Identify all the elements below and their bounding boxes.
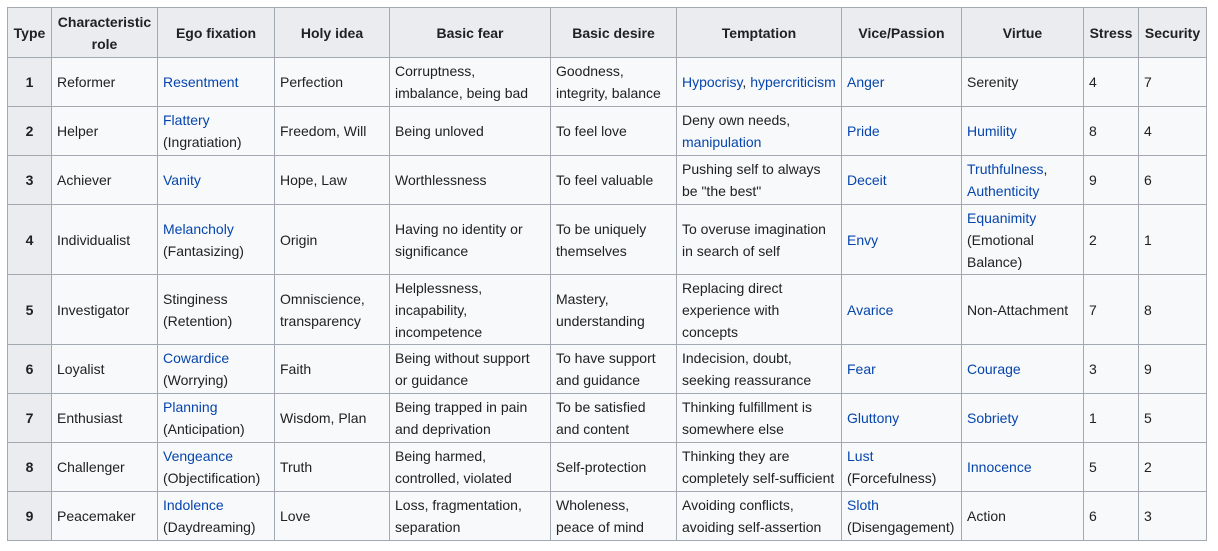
type-cell: 5 xyxy=(8,275,52,345)
role-cell: Individualist xyxy=(52,205,158,275)
table-row xyxy=(8,443,1207,492)
vice-link[interactable]: Sloth xyxy=(847,497,879,513)
virtue-cell xyxy=(962,492,1084,541)
type-cell: 8 xyxy=(8,443,52,492)
header-ego: Ego fixation xyxy=(158,8,275,58)
ego-note: (Objectification) xyxy=(163,470,261,486)
vice-link[interactable]: Anger xyxy=(847,74,885,90)
ego-link[interactable]: Melancholy xyxy=(163,220,234,237)
role-cell: Challenger xyxy=(52,443,158,492)
virtue-cell xyxy=(962,107,1084,156)
fear-cell: Being harmed, controlled, violated xyxy=(390,443,551,492)
ego-cell xyxy=(158,275,275,345)
temptation-cell xyxy=(677,345,842,394)
holy-idea-cell: Wisdom, Plan xyxy=(275,394,390,443)
ego-link[interactable]: Flattery xyxy=(163,112,210,128)
virtue-cell xyxy=(962,205,1084,275)
ego-cell xyxy=(158,345,275,394)
desire-cell: To be satisfied and content xyxy=(551,394,677,443)
holy-idea-cell: Faith xyxy=(275,345,390,394)
desire-cell: To have support and guidance xyxy=(551,345,677,394)
temptation-text: Avoiding conflicts, avoiding self-assertion xyxy=(682,497,822,535)
stress-cell: 4 xyxy=(1084,58,1139,107)
virtue-link[interactable]: Innocence xyxy=(967,459,1032,475)
security-cell: 3 xyxy=(1139,492,1207,541)
temptation-text: Thinking they are completely self-sufficient xyxy=(682,448,835,486)
temptation-text: Deny own needs, xyxy=(682,112,791,128)
type-cell: 9 xyxy=(8,492,52,541)
header-desire: Basic desire xyxy=(551,8,677,58)
role-cell: Reformer xyxy=(52,58,158,107)
virtue-cell xyxy=(962,443,1084,492)
vice-note: (Forcefulness) xyxy=(847,470,937,486)
vice-link[interactable]: Envy xyxy=(847,231,879,248)
virtue-cell xyxy=(962,394,1084,443)
fear-cell: Being unloved xyxy=(390,107,551,156)
role-cell: Enthusiast xyxy=(52,394,158,443)
fear-cell: Loss, fragmentation, separation xyxy=(390,492,551,541)
stress-cell: 2 xyxy=(1084,205,1139,275)
vice-cell xyxy=(842,205,962,275)
stress-cell: 5 xyxy=(1084,443,1139,492)
temptation-link[interactable]: manipulation xyxy=(682,134,762,150)
header-virtue: Virtue xyxy=(962,8,1084,58)
ego-link[interactable]: Cowardice xyxy=(163,350,230,366)
role-cell: Helper xyxy=(52,107,158,156)
temptation-text: Replacing direct experience with concepts xyxy=(682,279,783,340)
virtue-cell xyxy=(962,275,1084,345)
type-cell: 7 xyxy=(8,394,52,443)
holy-idea-cell: Omniscience, transparency xyxy=(275,275,390,345)
virtue-link[interactable]: Sobriety xyxy=(967,410,1019,426)
vice-link[interactable]: Pride xyxy=(847,123,880,139)
fear-cell: Corruptness, imbalance, being bad xyxy=(390,58,551,107)
security-cell: 4 xyxy=(1139,107,1207,156)
type-cell: 2 xyxy=(8,107,52,156)
ego-note: (Daydreaming) xyxy=(163,519,256,535)
virtue-link[interactable]: Courage xyxy=(967,361,1021,377)
holy-idea-cell: Truth xyxy=(275,443,390,492)
virtue-note: (Emotional Balance) xyxy=(967,231,1034,270)
virtue-link[interactable]: Equanimity xyxy=(967,209,1037,226)
ego-note: (Anticipation) xyxy=(163,421,245,437)
type-cell: 6 xyxy=(8,345,52,394)
vice-cell xyxy=(842,275,962,345)
virtue-note: Serenity xyxy=(967,74,1019,90)
ego-cell xyxy=(158,443,275,492)
fear-cell: Helplessness, incapability, incompetence xyxy=(390,275,551,345)
security-cell: 5 xyxy=(1139,394,1207,443)
vice-cell xyxy=(842,156,962,205)
fear-cell: Having no identity or significance xyxy=(390,205,551,275)
header-security: Security xyxy=(1139,8,1207,58)
ego-link[interactable]: Vanity xyxy=(163,172,201,188)
ego-link[interactable]: Planning xyxy=(163,399,218,415)
vice-link[interactable]: Gluttony xyxy=(847,410,900,426)
temptation-cell xyxy=(677,205,842,275)
role-cell: Investigator xyxy=(52,275,158,345)
header-holy: Holy idea xyxy=(275,8,390,58)
type-cell: 3 xyxy=(8,156,52,205)
ego-note: (Worrying) xyxy=(163,372,229,388)
type-cell: 4 xyxy=(8,205,52,275)
stress-cell: 1 xyxy=(1084,394,1139,443)
ego-cell xyxy=(158,107,275,156)
ego-cell xyxy=(158,58,275,107)
security-cell: 8 xyxy=(1139,275,1207,345)
header-role: Characteristic role xyxy=(52,8,158,58)
temptation-text: Indecision, doubt, seeking reassurance xyxy=(682,350,812,388)
table-row xyxy=(8,345,1207,394)
vice-cell xyxy=(842,58,962,107)
holy-idea-cell: Perfection xyxy=(275,58,390,107)
stress-cell: 6 xyxy=(1084,492,1139,541)
temptation-cell xyxy=(677,156,842,205)
table-row xyxy=(8,156,1207,205)
vice-cell xyxy=(842,492,962,541)
desire-cell: To feel love xyxy=(551,107,677,156)
table-row xyxy=(8,394,1207,443)
security-cell: 1 xyxy=(1139,205,1207,275)
ego-link[interactable]: Resentment xyxy=(163,74,239,90)
header-vice: Vice/Passion xyxy=(842,8,962,58)
ego-note: (Fantasizing) xyxy=(163,242,244,259)
desire-cell: Wholeness, peace of mind xyxy=(551,492,677,541)
table-row xyxy=(8,275,1207,345)
ego-cell xyxy=(158,394,275,443)
vice-cell xyxy=(842,107,962,156)
stress-cell: 9 xyxy=(1084,156,1139,205)
vice-cell xyxy=(842,345,962,394)
enneagram-table xyxy=(7,7,1207,541)
vice-link[interactable]: Lust xyxy=(847,448,874,464)
holy-idea-cell: Hope, Law xyxy=(275,156,390,205)
header-fear: Basic fear xyxy=(390,8,551,58)
virtue-cell xyxy=(962,58,1084,107)
role-cell: Achiever xyxy=(52,156,158,205)
temptation-cell: Hypocrisy, hypercriticism xyxy=(677,58,842,107)
desire-cell: To be uniquely themselves xyxy=(551,205,677,275)
virtue-link[interactable]: Truthfulness xyxy=(967,161,1044,177)
table-row xyxy=(8,58,1207,107)
ego-cell xyxy=(158,492,275,541)
stress-cell: 8 xyxy=(1084,107,1139,156)
temptation-text: To overuse imagination in search of self xyxy=(682,220,826,259)
vice-cell xyxy=(842,443,962,492)
header-stress: Stress xyxy=(1084,8,1139,58)
virtue-cell: Truthfulness, Authenticity xyxy=(962,156,1084,205)
header-row xyxy=(8,8,1207,58)
vice-link[interactable]: Fear xyxy=(847,361,876,377)
security-cell: 9 xyxy=(1139,345,1207,394)
role-cell: Peacemaker xyxy=(52,492,158,541)
virtue-link[interactable]: Humility xyxy=(967,123,1017,139)
virtue-note: Non-Attachment xyxy=(967,301,1069,318)
virtue-cell xyxy=(962,345,1084,394)
security-cell: 2 xyxy=(1139,443,1207,492)
holy-idea-cell: Freedom, Will xyxy=(275,107,390,156)
table-row xyxy=(8,107,1207,156)
temptation-text: Thinking fulfillment is somewhere else xyxy=(682,399,812,437)
ego-link[interactable]: Vengeance xyxy=(163,448,234,464)
virtue-note: Action xyxy=(967,508,1006,524)
desire-cell: Self-protection xyxy=(551,443,677,492)
stress-cell: 7 xyxy=(1084,275,1139,345)
vice-cell xyxy=(842,394,962,443)
header-temptation: Temptation xyxy=(677,8,842,58)
header-type: Type xyxy=(8,8,52,58)
table-row xyxy=(8,205,1207,275)
table-row xyxy=(8,492,1207,541)
temptation-cell xyxy=(677,275,842,345)
temptation-link[interactable]: Hypocrisy xyxy=(682,74,743,90)
temptation-cell xyxy=(677,394,842,443)
vice-link[interactable]: Deceit xyxy=(847,172,887,188)
ego-note: (Ingratiation) xyxy=(163,134,242,150)
vice-link[interactable]: Avarice xyxy=(847,301,894,318)
role-cell: Loyalist xyxy=(52,345,158,394)
fear-cell: Worthlessness xyxy=(390,156,551,205)
desire-cell: Mastery, understanding xyxy=(551,275,677,345)
holy-idea-cell: Love xyxy=(275,492,390,541)
fear-cell: Being without support or guidance xyxy=(390,345,551,394)
security-cell: 6 xyxy=(1139,156,1207,205)
security-cell: 7 xyxy=(1139,58,1207,107)
temptation-link[interactable]: hypercriticism xyxy=(750,74,836,90)
ego-link[interactable]: Indolence xyxy=(163,497,224,513)
temptation-cell xyxy=(677,443,842,492)
ego-cell xyxy=(158,156,275,205)
temptation-cell xyxy=(677,107,842,156)
desire-cell: Goodness, integrity, balance xyxy=(551,58,677,107)
stress-cell: 3 xyxy=(1084,345,1139,394)
type-cell: 1 xyxy=(8,58,52,107)
virtue-link[interactable]: Authenticity xyxy=(967,183,1040,199)
ego-cell xyxy=(158,205,275,275)
fear-cell: Being trapped in pain and deprivation xyxy=(390,394,551,443)
ego-note: Stinginess (Retention) xyxy=(163,290,233,329)
desire-cell: To feel valuable xyxy=(551,156,677,205)
temptation-cell xyxy=(677,492,842,541)
temptation-text: Pushing self to always be "the best" xyxy=(682,161,821,199)
vice-note: (Disengagement) xyxy=(847,519,955,535)
holy-idea-cell: Origin xyxy=(275,205,390,275)
